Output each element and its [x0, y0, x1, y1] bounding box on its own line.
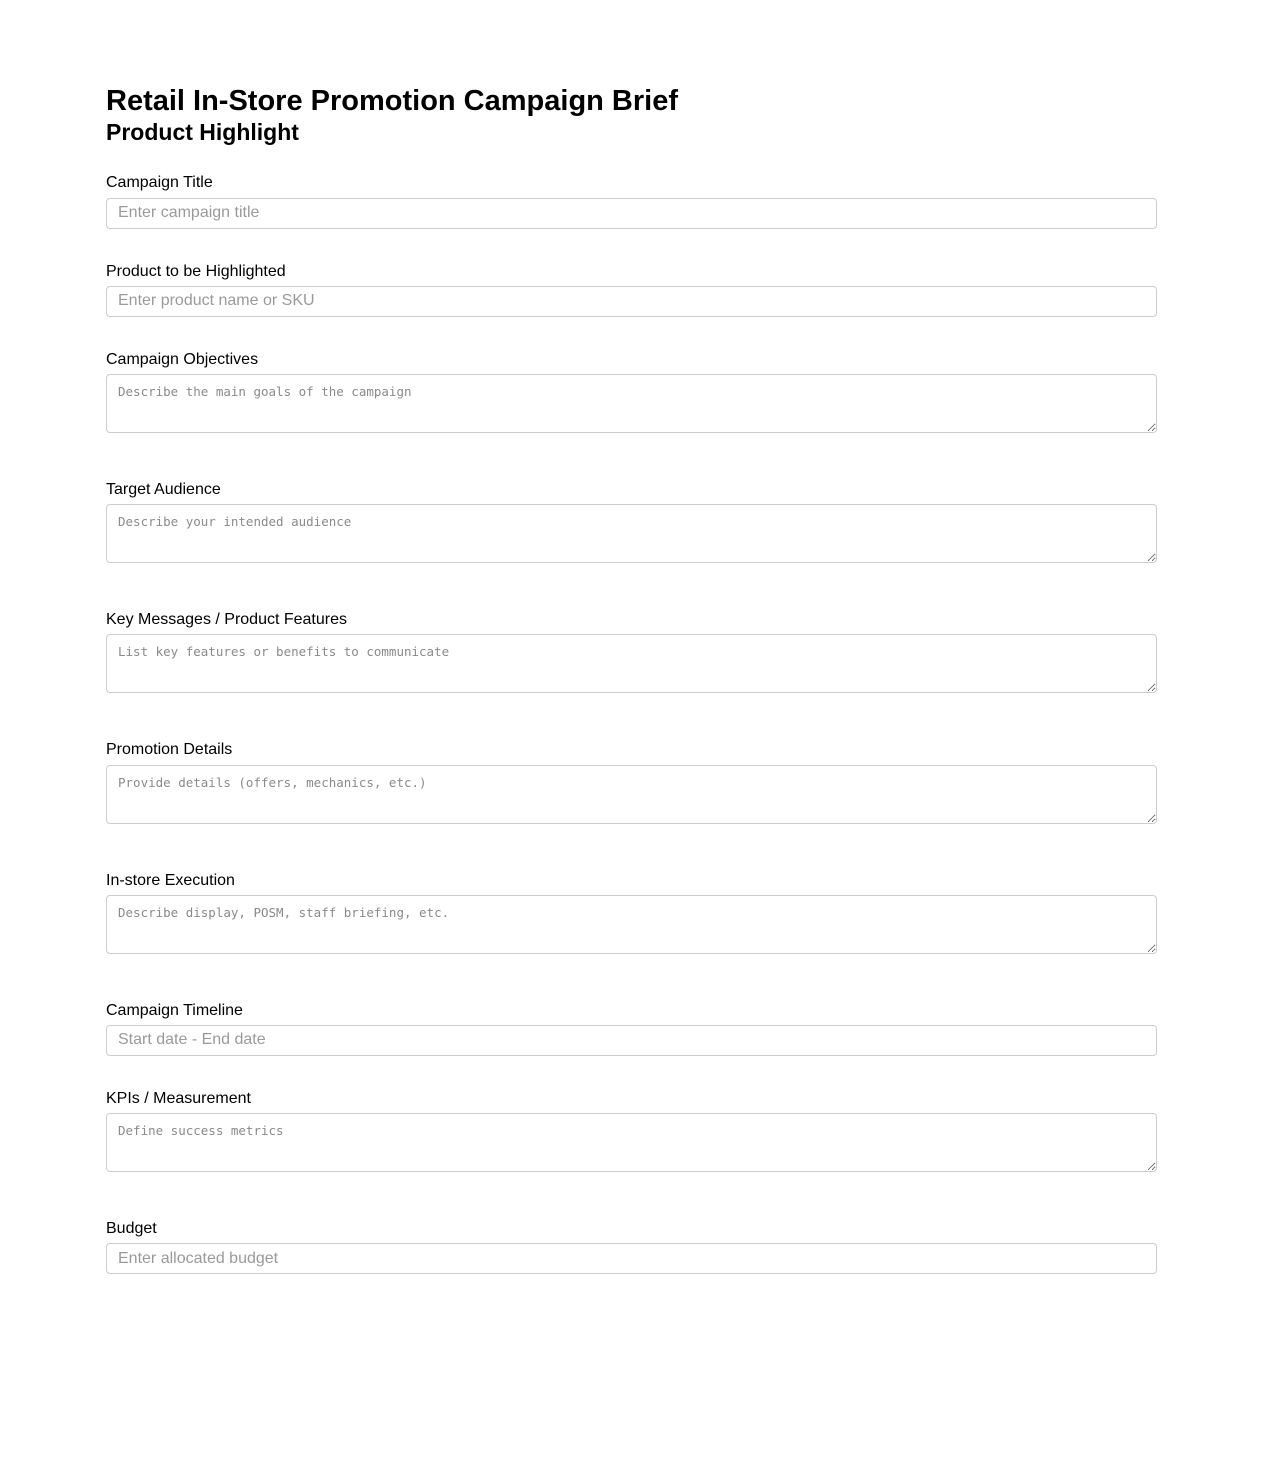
target-audience-label: Target Audience	[106, 480, 221, 498]
campaign-objectives-label: Campaign Objectives	[106, 350, 259, 368]
product-highlighted-input[interactable]	[106, 286, 1157, 317]
key-messages-textarea[interactable]	[106, 634, 1157, 693]
budget-field-group	[106, 1219, 1157, 1274]
in-store-execution-textarea[interactable]	[106, 895, 1157, 954]
page-subtitle: Product Highlight	[106, 118, 299, 145]
campaign-objectives-field-group	[106, 350, 1157, 433]
campaign-title-field-group	[106, 173, 1157, 228]
promotion-details-label: Promotion Details	[106, 741, 233, 759]
budget-input[interactable]	[106, 1243, 1157, 1274]
kpis-measurement-textarea[interactable]	[106, 1113, 1157, 1172]
promotion-details-textarea[interactable]	[106, 765, 1157, 824]
product-highlighted-field-group	[106, 262, 1157, 317]
campaign-timeline-label: Campaign Timeline	[106, 1001, 243, 1019]
campaign-brief-form	[106, 173, 1157, 1274]
key-messages-label: Key Messages / Product Features	[106, 611, 347, 629]
in-store-execution-field-group	[106, 871, 1157, 954]
page-title: Retail In-Store Promotion Campaign Brief	[106, 85, 678, 117]
key-messages-field-group	[106, 610, 1157, 693]
campaign-title-label: Campaign Title	[106, 174, 213, 192]
campaign-title-input[interactable]	[106, 198, 1157, 229]
kpis-measurement-label: KPIs / Measurement	[106, 1089, 251, 1107]
in-store-execution-label: In-store Execution	[106, 871, 235, 889]
campaign-objectives-textarea[interactable]	[106, 374, 1157, 433]
target-audience-field-group	[106, 480, 1157, 563]
target-audience-textarea[interactable]	[106, 504, 1157, 563]
campaign-timeline-input[interactable]	[106, 1025, 1157, 1056]
campaign-timeline-field-group	[106, 1001, 1157, 1056]
budget-label: Budget	[106, 1220, 157, 1238]
kpis-measurement-field-group	[106, 1089, 1157, 1172]
promotion-details-field-group	[106, 740, 1157, 823]
product-highlighted-label: Product to be Highlighted	[106, 262, 286, 280]
